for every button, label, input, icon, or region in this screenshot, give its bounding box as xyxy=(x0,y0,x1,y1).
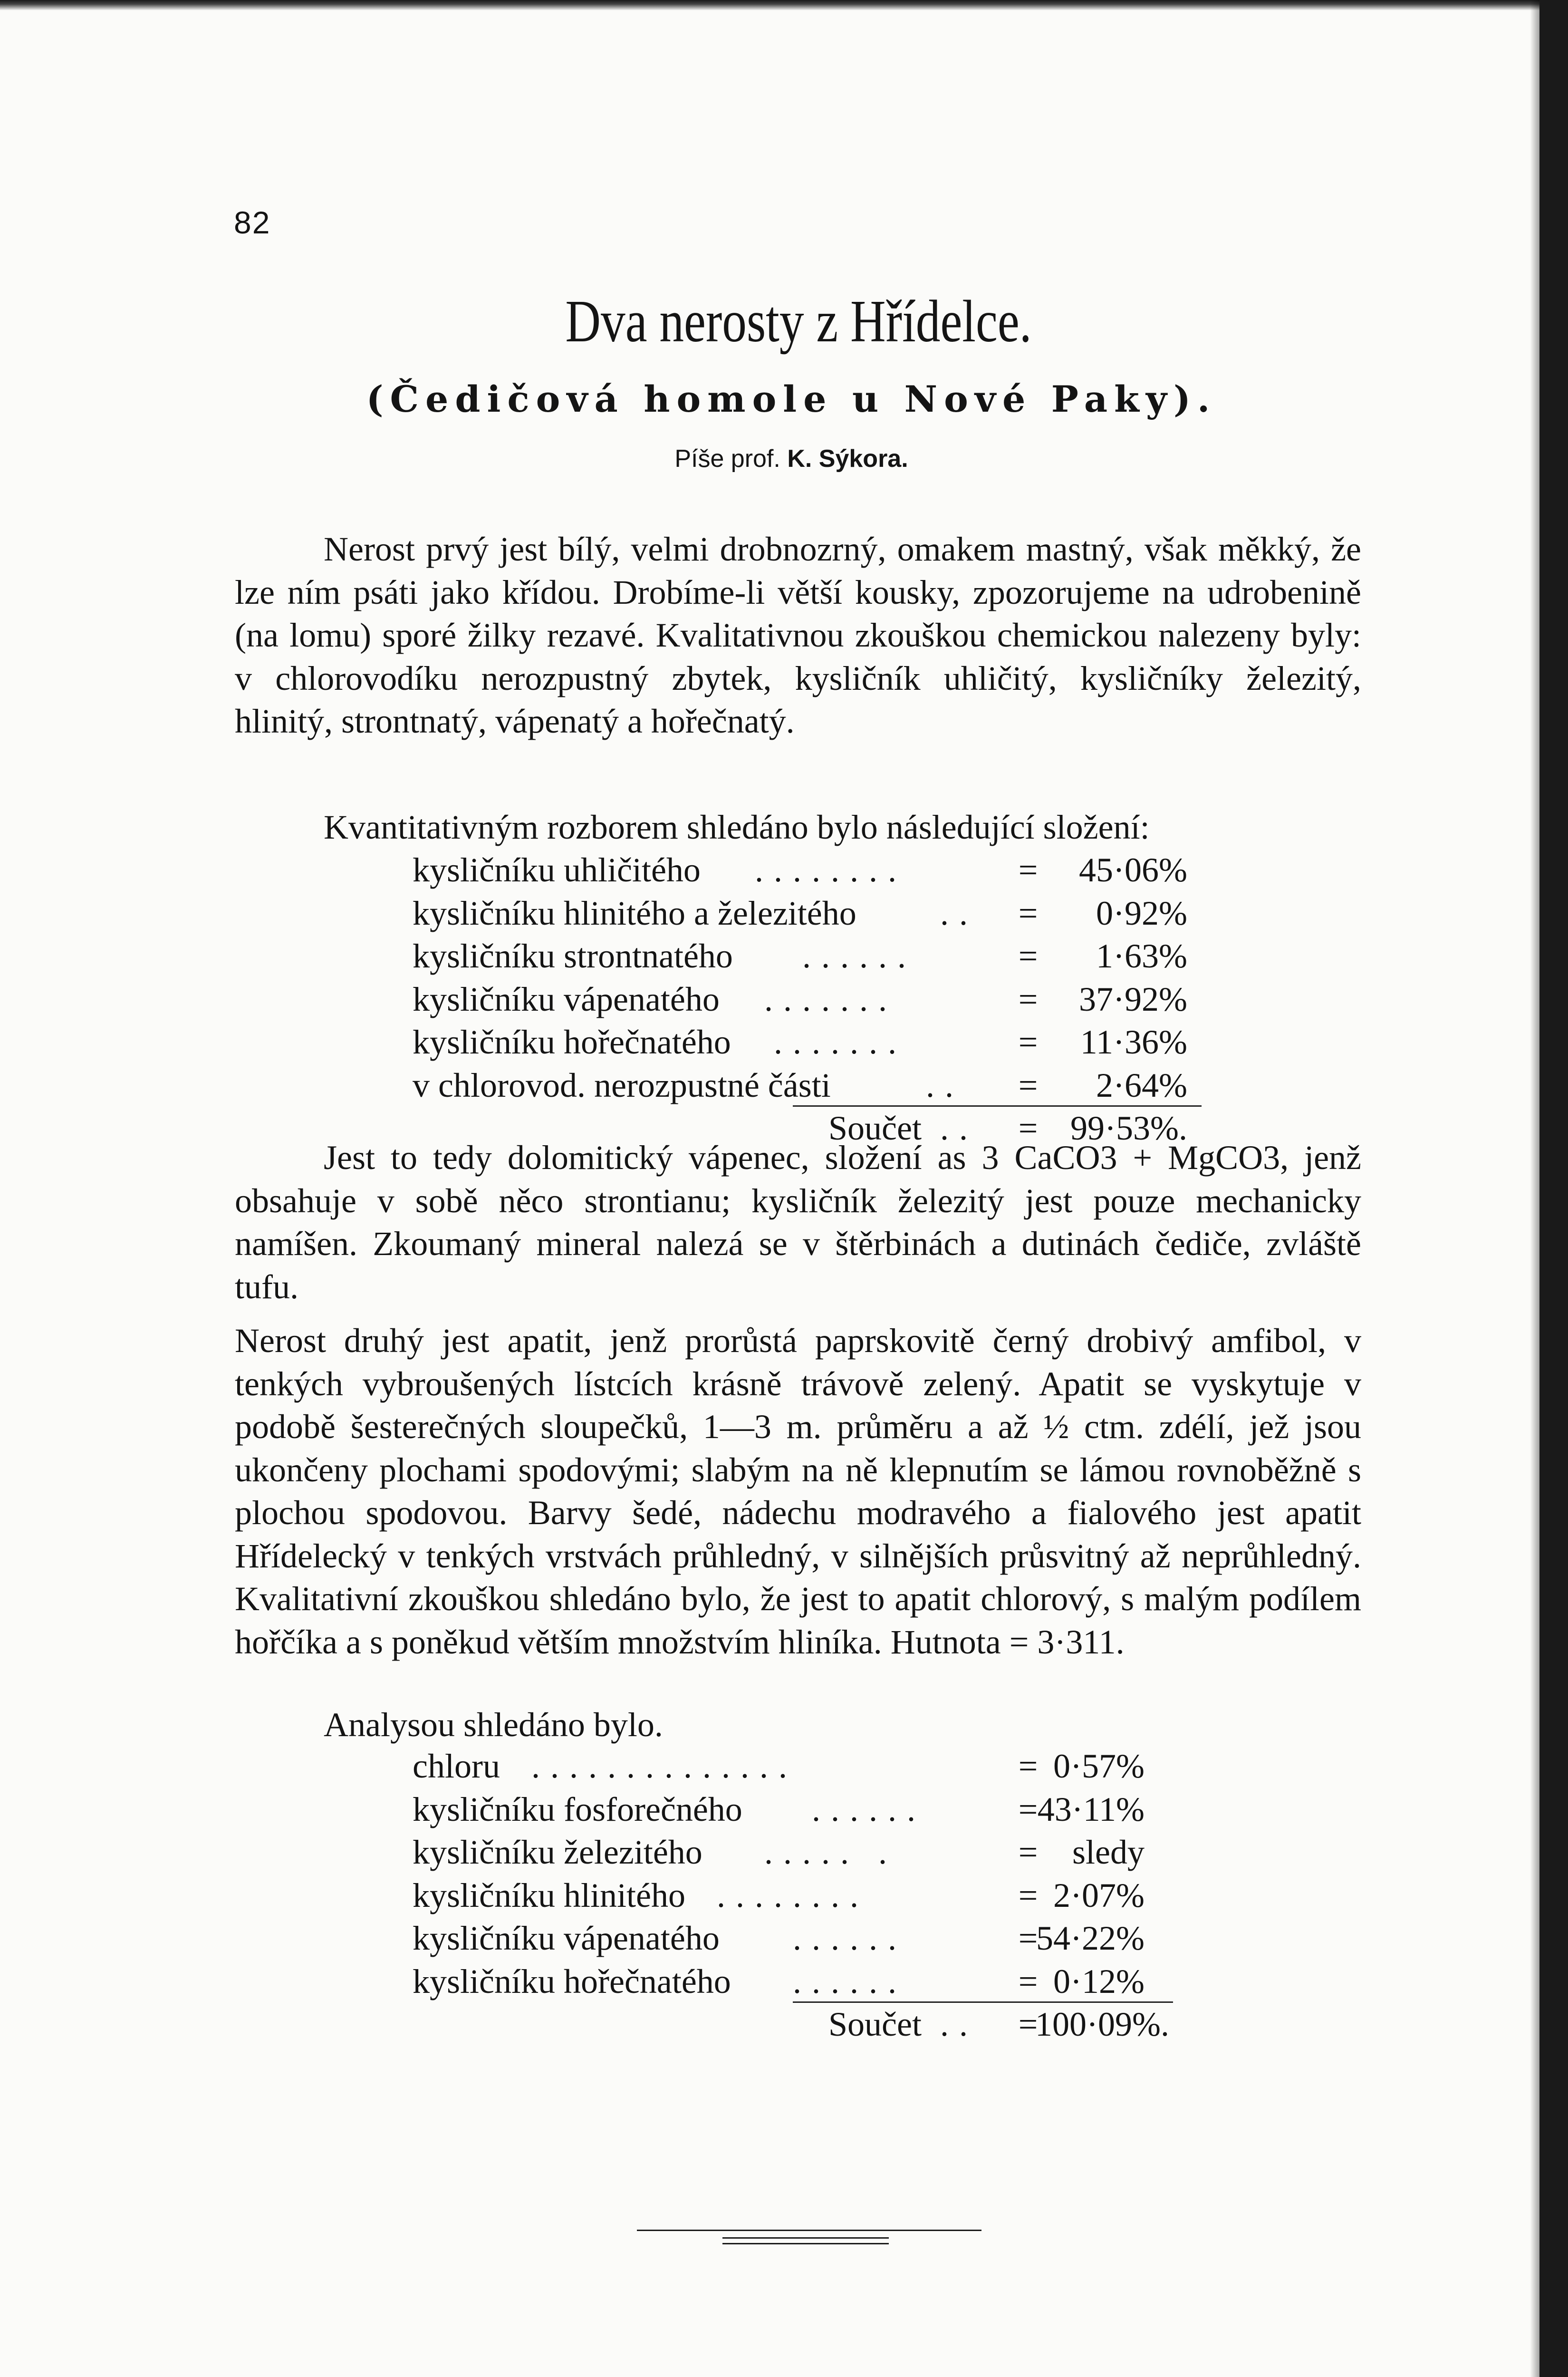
component-label: kysličníku vápenatého xyxy=(413,980,720,1018)
component-label: chloru xyxy=(413,1747,500,1785)
component-value: sledy xyxy=(1072,1833,1145,1871)
leader-dots: ........ xyxy=(755,851,907,889)
leader-dots: ...... xyxy=(793,1962,907,2000)
author-line xyxy=(0,444,1568,473)
sum-rule xyxy=(793,2001,1173,2003)
component-label: kysličníku fosforečného xyxy=(413,1790,742,1828)
component-label: kysličníku vápenatého xyxy=(413,1919,720,1957)
component-value: 45·06% xyxy=(1079,851,1187,889)
equals-sign: = xyxy=(1018,1919,1038,1957)
equals-sign: = xyxy=(1018,1109,1038,1147)
component-value: 43·11% xyxy=(1037,1790,1145,1828)
paragraph-4-text: Nerost druhý jest apatit, jenž prorůstá paprskovitě černý drobivý amfibol, v tenkých vybroušených lístcích krásně trávově zelený. Apatit se vyskytuje v podobě šesterečných sloupečků, 1—3 m. průměru a až ½ ctm. zdélí, jež jsou ukončeny plochami spodovými; slabým na ně klepnutím se lámou rovnoběžně s plochou spodovou. Barvy šedé, nádechu modravého a fialového jest apatit Hřídelecký v tenkých vrstvách průhledný, v silnějších průsvitný až neprůhledný. Kvalitativní zkouškou shledáno bylo, že jest to apatit chlorový, s malým podílem hořčíka a s poněkud větším množstvím hliníka. Hutnota = 3·311. xyxy=(235,1322,1361,1661)
component-label: kysličníku uhličitého xyxy=(413,851,701,889)
author-prefix: Píše prof. xyxy=(674,445,780,473)
article-subtitle: (Čedičová homole u Nové Paky). xyxy=(366,378,1217,420)
component-value: 0·92% xyxy=(1096,894,1187,932)
sum-label: Součet xyxy=(828,2005,922,2043)
equals-sign: = xyxy=(1018,1876,1038,1914)
leader-dots: ...... xyxy=(802,937,916,975)
component-value: 1·63% xyxy=(1096,937,1187,975)
paragraph-1-text: Nerost prvý jest bílý, velmi drobnozrný, omakem mastný, však měkký, že lze ním psáti jako křídou. Drobíme-li větší kousky, zpozorujeme na udrobenině (na lomu) sporé žilky rezavé. Kvalitativnou zkouškou chemickou nalezeny byly: v chlorovodíku nerozpustný zbytek, kysličník uhličitý, kysličníky železitý, hlinitý, strontnatý, vápenatý a hořečnatý. xyxy=(235,530,1361,740)
component-label: kysličníku hořečnatého xyxy=(413,1023,731,1061)
equals-sign: = xyxy=(1018,1747,1038,1785)
paragraph-1 xyxy=(235,528,1361,743)
leader-dots: ....... xyxy=(774,1023,907,1061)
component-label: v chlorovod. nerozpustné části xyxy=(413,1066,831,1104)
leader-dots: ..... . xyxy=(764,1833,897,1871)
component-label: kysličníku strontnatého xyxy=(413,937,733,975)
paragraph-5 xyxy=(235,1703,1361,1747)
equals-sign: = xyxy=(1018,851,1038,889)
leader-dots: .. xyxy=(940,2005,978,2043)
component-label: kysličníku hořečnatého xyxy=(413,1962,731,2000)
author-name: K. Sýkora. xyxy=(787,445,908,473)
paragraph-3 xyxy=(235,1136,1361,1308)
component-value: 37·92% xyxy=(1079,980,1187,1018)
component-value: 2·07% xyxy=(1053,1876,1145,1914)
component-value: 2·64% xyxy=(1096,1066,1187,1104)
equals-sign: = xyxy=(1018,937,1038,975)
equals-sign: = xyxy=(1018,1066,1038,1104)
sum-value: 99·53%. xyxy=(1070,1109,1187,1147)
component-value: 0·57% xyxy=(1053,1747,1145,1785)
scan-top-edge xyxy=(0,0,1568,10)
scan-right-edge xyxy=(1539,0,1568,2377)
equals-sign: = xyxy=(1018,2005,1038,2043)
component-value: 0·12% xyxy=(1053,1962,1145,2000)
equals-sign: = xyxy=(1018,894,1038,932)
article-title: Dva nerosty z Hřídelce. xyxy=(565,289,1032,355)
equals-sign: = xyxy=(1018,1833,1038,1871)
leader-dots: ...... xyxy=(812,1790,926,1828)
paragraph-2-text: Kvantitativným rozborem shledáno bylo následující složení: xyxy=(324,808,1150,846)
sum-label: Součet xyxy=(828,1109,922,1147)
leader-dots: ...... xyxy=(793,1919,907,1957)
component-value: 11·36% xyxy=(1080,1023,1187,1061)
leader-dots: .. xyxy=(940,894,978,932)
paragraph-4 xyxy=(235,1319,1361,1663)
equals-sign: = xyxy=(1018,1790,1038,1828)
paragraph-5-text: Analysou shledáno bylo. xyxy=(324,1706,663,1744)
equals-sign: = xyxy=(1018,1023,1038,1061)
equals-sign: = xyxy=(1018,1962,1038,2000)
scan-binding-shadow xyxy=(1530,0,1539,2377)
paragraph-2 xyxy=(235,806,1361,849)
component-value: 54·22% xyxy=(1036,1919,1145,1957)
equals-sign: = xyxy=(1018,980,1038,1018)
paragraph-3-text: Jest to tedy dolomitický vápenec, složení as 3 CaCO3 + MgCO3, jenž obsahuje v sobě něco strontianu; kysličník železitý jest pouze mechanicky namíšen. Zkoumaný mineral nalezá se v štěrbinách a dutinách čediče, zvláště tufu. xyxy=(235,1139,1361,1306)
component-label: kysličníku železitého xyxy=(413,1833,702,1871)
component-label: kysličníku hlinitého a železitého xyxy=(413,894,856,932)
page-number: 82 xyxy=(234,205,271,240)
leader-dots: .. xyxy=(926,1066,964,1104)
leader-dots: .. xyxy=(940,1109,978,1147)
sum-value: 100·09%. xyxy=(1035,2005,1169,2043)
component-label: kysličníku hlinitého xyxy=(413,1876,685,1914)
leader-dots: ........ xyxy=(717,1876,869,1914)
leader-dots: ....... xyxy=(764,980,897,1018)
leader-dots: .............. xyxy=(531,1747,798,1785)
sum-rule xyxy=(793,1105,1202,1107)
